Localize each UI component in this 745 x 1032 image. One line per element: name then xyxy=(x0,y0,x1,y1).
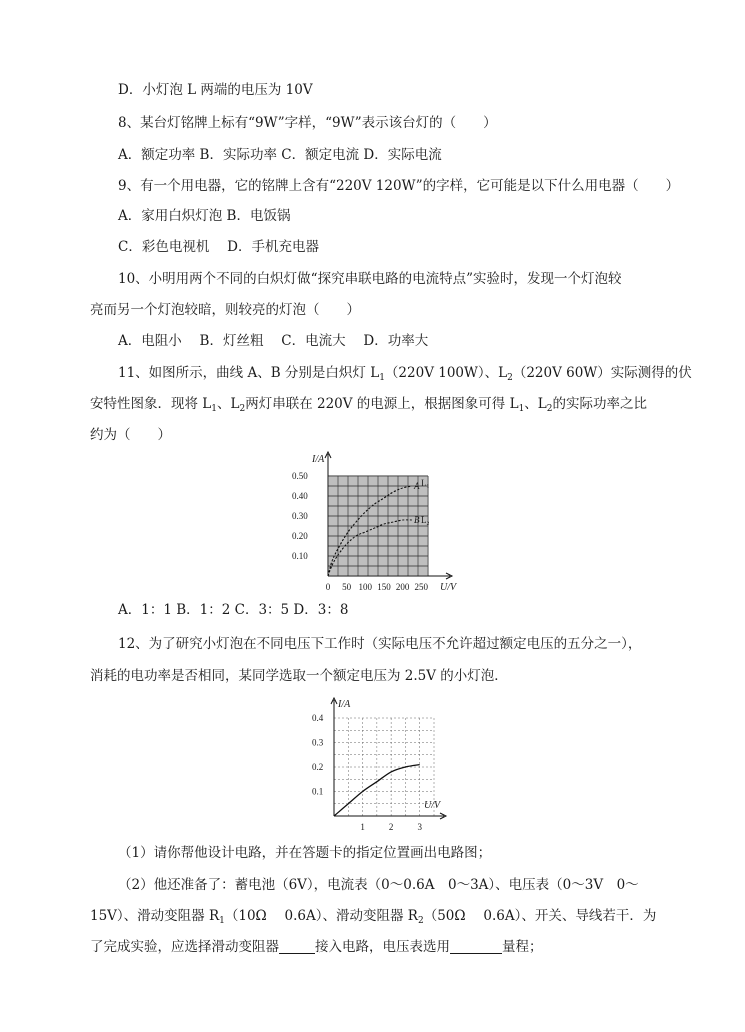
curve-label-B: B xyxy=(413,515,420,525)
q11-stem-line2: 安特性图象．现将 $L_1$、$L_2$两灯串联在 220V 的电源上，根据图象可得 $L_1$、$L_2$的实际功率之比 xyxy=(90,396,647,414)
x-tick-label: 250 xyxy=(414,582,429,592)
q12-part2-line3: 了完成实验，应选择滑动变阻器 接入电路，电压表选用 量程； xyxy=(90,939,543,955)
q12-iu-chart xyxy=(300,696,450,836)
q7-option-d: D．小灯泡 L 两端的电压为 10V xyxy=(118,82,313,98)
q9-options-row2: C．彩色电视机 D．手机充电器 xyxy=(118,239,319,255)
q12-part1: （1）请你帮他设计电路，并在答题卡的指定位置画出电路图； xyxy=(118,845,492,861)
x-tick-label: 1 xyxy=(360,822,365,832)
q10-options: A．电阻小 B．灯丝粗 C．电流大 D．功率大 xyxy=(118,333,429,349)
y-tick-label: 0.30 xyxy=(292,511,308,521)
x-axis-label: U/V xyxy=(424,800,441,811)
q8-options: A．额定功率 B．实际功率 C．额定电流 D．实际电流 xyxy=(118,147,442,163)
y-tick-label: 0.10 xyxy=(292,551,308,561)
x-tick-label: 100 xyxy=(358,582,373,592)
answer-blank-rheostat[interactable] xyxy=(279,939,315,954)
q11-stem-line1: 11、如图所示，曲线 A、B 分别是白炽灯 $L_1(220V$ 100W）、$L_2(220V$ 60W）实际测得的伏 xyxy=(118,365,692,383)
y-axis-label: I/A xyxy=(312,454,325,465)
x-tick-label: 150 xyxy=(377,582,391,592)
q10-stem-line2: 亮而另一个灯泡较暗，则较亮的灯泡（ ） xyxy=(90,302,360,318)
x-tick-label: 200 xyxy=(395,582,410,592)
q12-stem-line2: 消耗的电功率是否相同，某同学选取一个额定电压为 2.5V 的小灯泡． xyxy=(90,668,508,684)
q11-stem-line3: 约为（ ） xyxy=(90,427,171,443)
answer-blank-voltmeter-range[interactable] xyxy=(450,939,502,954)
curve-label-A: A xyxy=(413,481,420,491)
y-tick-label: 0.40 xyxy=(292,491,308,501)
q12-stem-line1: 12、为了研究小灯泡在不同电压下工作时（实际电压不允许超过额定电压的五分之一）， xyxy=(118,636,642,652)
y-tick-label: 0.3 xyxy=(312,737,324,748)
y-tick-label: 0.50 xyxy=(292,471,308,481)
q12-part2-line2: 15V）、滑动变阻器 $R_1(10\Omega$ 0.6A）、滑动变阻器 $R_2(50\Omega$ 0.6A）、开关、导线若干．为 xyxy=(90,908,657,926)
y-tick-label: 0.20 xyxy=(292,531,308,541)
q8-stem: 8、某台灯铭牌上标有“9W”字样，“9W”表示该台灯的（ ） xyxy=(118,115,497,131)
q10-stem-line1: 10、小明用两个不同的白炽灯做“探究串联电路的电流特点”实验时，发现一个灯泡较 xyxy=(118,271,622,287)
legend-A: L₁ xyxy=(420,478,430,488)
y-axis-label: I/A xyxy=(338,699,351,710)
q12-part2-line1: （2）他还准备了：蓄电池（6V），电流表（0～0.6A 0～3A）、电压表（0～3V 0～ xyxy=(118,877,639,893)
x-tick-label: 0 xyxy=(325,582,331,592)
x-tick-label: 2 xyxy=(388,822,394,832)
x-tick-label: 50 xyxy=(342,582,352,592)
q9-stem: 9、有一个用电器，它的铭牌上含有“220V 120W”的字样，它可能是以下什么用电器（ ） xyxy=(118,178,680,194)
x-tick-label: 3 xyxy=(417,822,422,832)
y-tick-label: 0.4 xyxy=(312,713,324,723)
y-tick-label: 0.2 xyxy=(312,762,324,772)
q11-options: A．1：1 B．1：2 C．3：5 D．3：8 xyxy=(118,602,349,618)
x-axis-label: U/V xyxy=(440,582,457,593)
q9-options-row1: A．家用白炽灯泡 B．电饭锅 xyxy=(118,208,291,224)
legend-B: L₂ xyxy=(420,515,430,525)
y-tick-label: 0.1 xyxy=(312,786,324,797)
q11-iu-chart xyxy=(290,448,460,598)
